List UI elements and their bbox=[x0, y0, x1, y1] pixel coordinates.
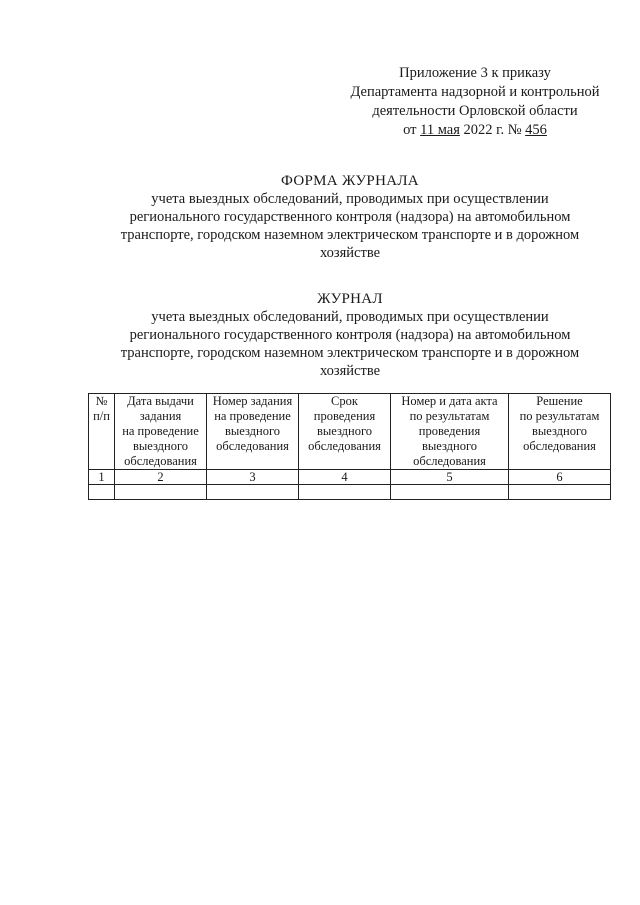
form-subtitle-line: хозяйстве bbox=[319, 245, 381, 261]
header-line: выездного bbox=[132, 439, 189, 453]
appendix-reference bbox=[330, 64, 620, 140]
order-date: 11 мая bbox=[420, 122, 460, 138]
header-line: обследования bbox=[413, 454, 486, 468]
header-line: Срок bbox=[331, 394, 358, 408]
header-line: обследования bbox=[124, 454, 197, 468]
journal-table bbox=[88, 393, 611, 500]
header-cell-number bbox=[89, 394, 115, 470]
empty-cell bbox=[299, 485, 391, 500]
order-number: 456 bbox=[525, 122, 547, 138]
header-line: выездного bbox=[531, 424, 588, 438]
empty-row bbox=[89, 485, 611, 500]
date-suffix: 2022 г. № bbox=[459, 122, 526, 138]
empty-cell bbox=[391, 485, 509, 500]
header-line: выездного bbox=[421, 439, 478, 453]
appendix-date-line bbox=[330, 121, 620, 140]
empty-cell bbox=[89, 485, 115, 500]
header-line: обследования bbox=[308, 439, 381, 453]
header-row bbox=[89, 394, 611, 470]
header-cell-decision bbox=[509, 394, 611, 470]
column-number: 1 bbox=[89, 470, 115, 485]
header-line: Дата выдачи bbox=[127, 394, 194, 408]
date-prefix: от bbox=[403, 122, 421, 138]
header-cell-act bbox=[391, 394, 509, 470]
journal-subtitle-line: учета выездных обследований, проводимых при осуществлении bbox=[151, 309, 549, 325]
header-line: по результатам bbox=[519, 409, 600, 423]
column-number: 3 bbox=[207, 470, 299, 485]
form-heading: ФОРМА ЖУРНАЛА bbox=[281, 173, 419, 189]
header-line: выездного bbox=[316, 424, 373, 438]
form-subtitle-line: учета выездных обследований, проводимых при осуществлении bbox=[151, 191, 549, 207]
header-line: на проведение bbox=[122, 424, 199, 438]
header-cell-term bbox=[299, 394, 391, 470]
header-line: № bbox=[95, 394, 108, 408]
journal-subtitle-line: транспорте, городском наземном электрическом транспорте и в дорожном bbox=[120, 345, 580, 361]
column-number-row bbox=[89, 470, 611, 485]
form-subtitle-line: транспорте, городском наземном электрическом транспорте и в дорожном bbox=[120, 227, 580, 243]
header-line: Номер и дата акта bbox=[401, 394, 498, 408]
appendix-line: Департамента надзорной и контрольной bbox=[350, 84, 600, 100]
form-title-block bbox=[90, 172, 610, 262]
header-line: обследования bbox=[523, 439, 596, 453]
journal-title-block bbox=[90, 290, 610, 380]
journal-subtitle-line: регионального государственного контроля (надзора) на автомобильном bbox=[129, 327, 571, 343]
empty-cell bbox=[207, 485, 299, 500]
header-line: п/п bbox=[93, 409, 110, 423]
header-line: задания bbox=[139, 409, 182, 423]
header-line: обследования bbox=[216, 439, 289, 453]
header-line: выездного bbox=[224, 424, 281, 438]
header-line: Решение bbox=[536, 394, 583, 408]
journal-heading: ЖУРНАЛ bbox=[317, 291, 383, 307]
header-line: Номер задания bbox=[212, 394, 293, 408]
form-subtitle-line: регионального государственного контроля (надзора) на автомобильном bbox=[129, 209, 571, 225]
column-number: 5 bbox=[391, 470, 509, 485]
header-cell-issue-date bbox=[115, 394, 207, 470]
header-line: проведения bbox=[313, 409, 376, 423]
appendix-line: Приложение 3 к приказу bbox=[399, 65, 551, 81]
column-number: 2 bbox=[115, 470, 207, 485]
appendix-line: деятельности Орловской области bbox=[372, 103, 578, 119]
header-line: на проведение bbox=[214, 409, 291, 423]
journal-subtitle-line: хозяйстве bbox=[319, 363, 381, 379]
header-cell-task-number bbox=[207, 394, 299, 470]
empty-cell bbox=[509, 485, 611, 500]
column-number: 4 bbox=[299, 470, 391, 485]
header-line: проведения bbox=[418, 424, 481, 438]
column-number: 6 bbox=[509, 470, 611, 485]
header-line: по результатам bbox=[409, 409, 490, 423]
empty-cell bbox=[115, 485, 207, 500]
